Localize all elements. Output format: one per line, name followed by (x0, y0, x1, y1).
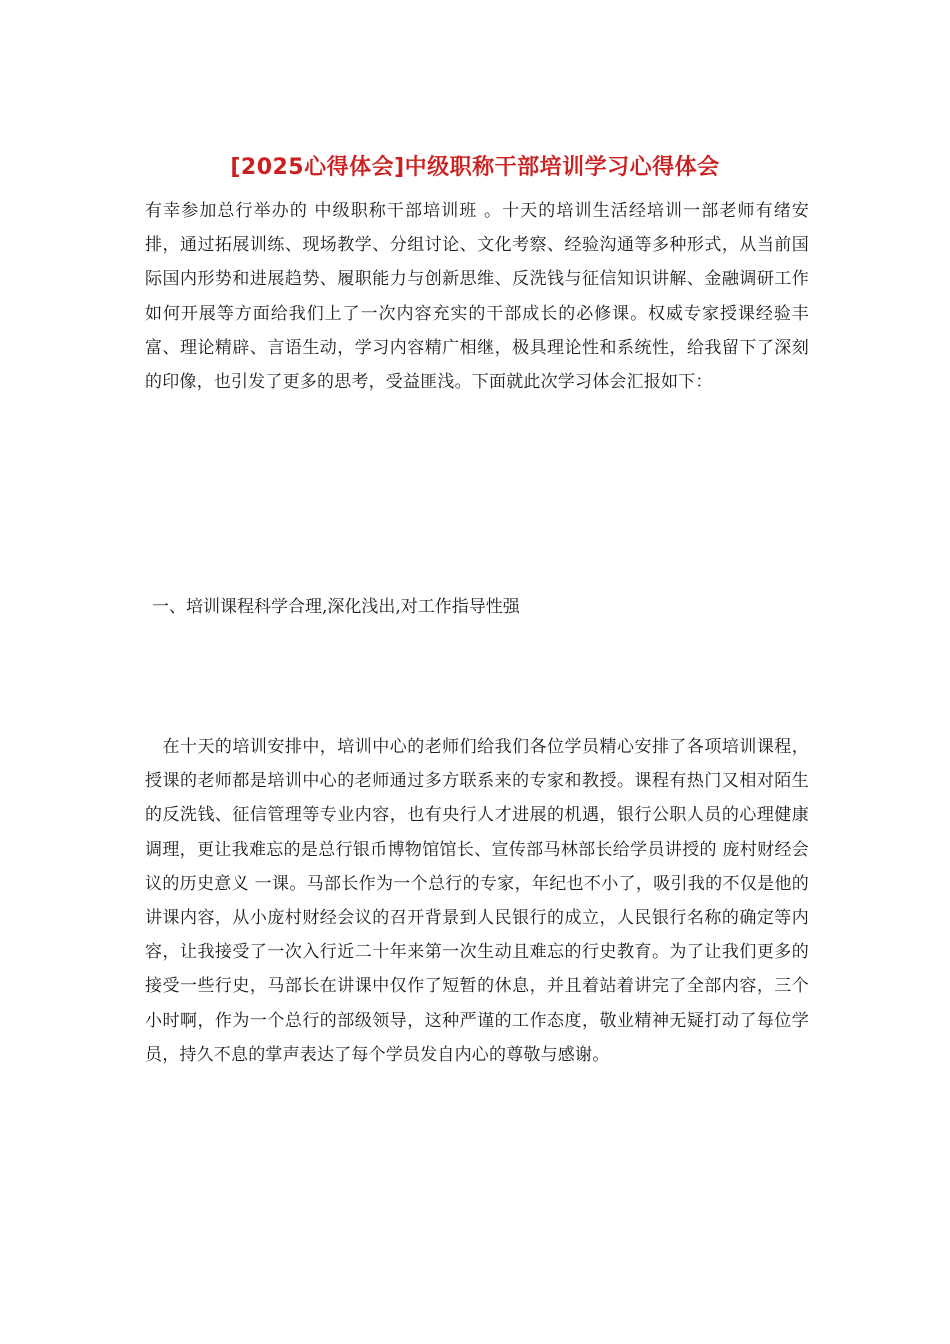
section-heading: 一、培训课程科学合理,深化浅出,对工作指导性强 (152, 597, 520, 617)
section-body-paragraph (145, 730, 809, 1072)
intro-paragraph: 有幸参加总行举办的 中级职称干部培训班 。十天的培训生活经培训一部老师有绪安排，通过拓展训练、现场教学、分组讨论、文化考察、经验沟通等多种形式，从当前国际国内形势和进展趋势、履职能力与创新思维、反洗钱与征信知识讲解、金融调研工作如何开展等方面给我们上了一次内容充实的干部成长的必修课。权威专家授课经验丰富、理论精辟、言语生动，学习内容精广相继，极具理论性和系统性，给我留下了深刻的印像，也引发了更多的思考，受益匪浅。下面就此次学习体会汇报如下： (145, 201, 809, 393)
section-body-text: 在十天的培训安排中，培训中心的老师们给我们各位学员精心安排了各项培训课程，授课的老师都是培训中心的老师通过多方联系来的专家和教授。课程有热门又相对陌生的反洗钱、征信管理等专业内容，也有央行人才进展的机遇，银行公职人员的心理健康调理，更让我难忘的是总行银币博物馆馆长、宣传部马林部长给学员讲授的 庞村财经会议的历史意义 一课。马部长作为一个总行的专家，年纪也不小了，吸引我的不仅是他的讲课内容，从小庞村财经会议的召开背景到人民银行的成立，人民银行名称的确定等内容，让我接受了一次入行近二十年来第一次生动且难忘的行史教育。为了让我们更多的接受一些行史，马部长在讲课中仅作了短暂的休息，并且着站着讲完了全部内容，三个小时啊，作为一个总行的部级领导，这种严谨的工作态度，敬业精神无疑打动了每位学员，持久不息的掌声表达了每个学员发自内心的尊敬与感谢。 (145, 737, 809, 1065)
document-title: [2025心得体会]中级职称干部培训学习心得体会 (230, 155, 720, 180)
indent (145, 737, 162, 757)
